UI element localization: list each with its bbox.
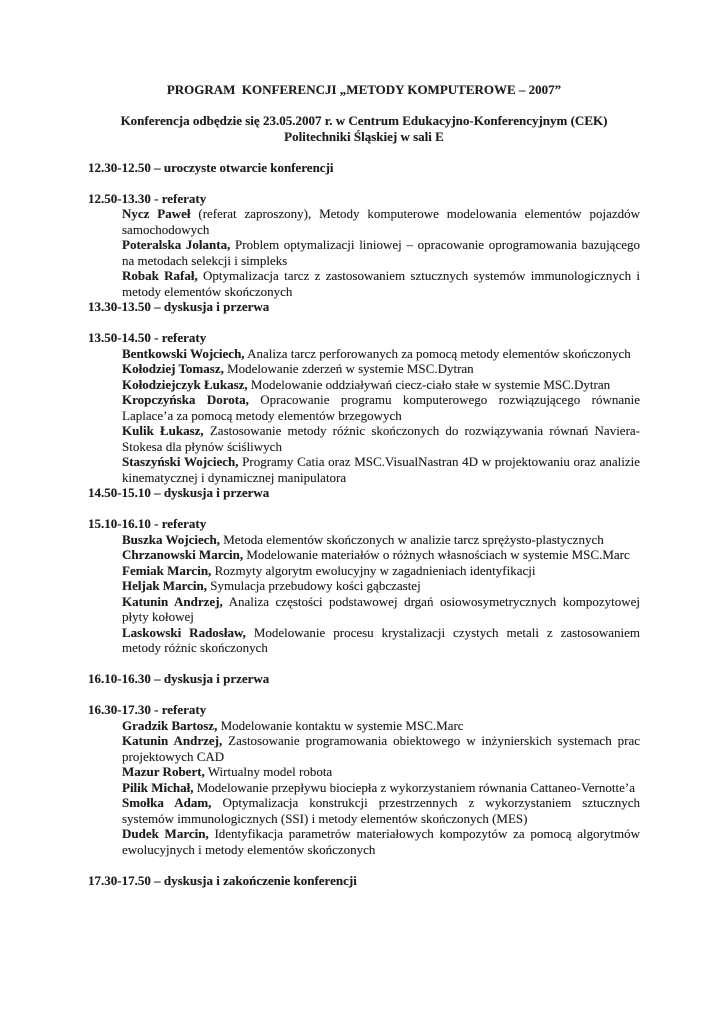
talk-title: Programy Catia oraz MSC.VisualNastran 4D w projektowaniu oraz analizie kinematycznej i dynamicznej manipulatora — [122, 454, 640, 485]
time-range: 13.50-14.50 — [88, 330, 151, 345]
speaker-name: Smołka Adam, — [122, 795, 212, 810]
page-title: PROGRAM KONFERENCJI „METODY KOMPUTEROWE – 2007” — [166, 82, 562, 97]
speaker-name: Kulik Łukasz, — [122, 423, 204, 438]
talk-entry — [122, 237, 640, 268]
separator: – — [154, 485, 161, 500]
time-range: 16.10-16.30 — [88, 671, 151, 686]
talk-entry — [122, 454, 640, 485]
speaker-name: Gradzik Bartosz, — [122, 717, 218, 733]
talk-title: Symulacja przebudowy kości gąbczastej — [210, 578, 421, 593]
session-header — [88, 191, 640, 207]
speaker-name: Dudek Marcin, — [122, 826, 209, 841]
slot-label: dyskusja i przerwa — [163, 671, 270, 686]
talk-title: Analiza częstości podstawowej drgań osiowosymetrycznych kompozytowej płyty kołowej — [122, 593, 640, 624]
speaker-name: Laskowski Radosław, — [122, 624, 246, 640]
slot-label: referaty — [161, 702, 207, 717]
talk-title: Metoda elementów skończonych w analizie tarcz sprężysto-plastycznych — [223, 531, 604, 547]
speaker-name: Katunin Andrzej, — [122, 733, 223, 748]
talk-entry — [122, 532, 640, 548]
speaker-name: Femiak Marcin, — [122, 562, 212, 578]
speaker-name: Kropczyńska Dorota, — [122, 392, 249, 407]
talk-title: Modelowanie materiałów o różnych własnościach w systemie MSC.Marc — [246, 547, 630, 562]
venue-line-2: Politechniki Śląskiej w sali E — [284, 128, 444, 144]
separator: – — [154, 671, 161, 686]
time-range: 13.30-13.50 — [88, 299, 151, 314]
separator: – — [154, 872, 161, 888]
time-range: 14.50-15.10 — [88, 485, 151, 500]
session-header — [88, 702, 640, 718]
slot-label: dyskusja i zakończenie konferencji — [163, 872, 357, 888]
talk-entry — [122, 206, 640, 237]
talk-title: Modelowanie oddziaływań ciecz-ciało stałe w systemie MSC.Dytran — [250, 376, 611, 392]
talk-entry — [122, 780, 640, 796]
speaker-name: Robak Rafał, — [122, 268, 198, 283]
talk-entry — [122, 594, 640, 625]
talk-title: Optymalizacja tarcz z zastosowaniem sztucznych systemów immunologicznych i metody elementów skończonych — [122, 268, 640, 299]
speaker-name: Katunin Andrzej, — [122, 593, 223, 609]
talk-entry — [122, 377, 640, 393]
talk-entry — [122, 625, 640, 656]
talk-title: Optymalizacja konstrukcji przestrzennych z wykorzystaniem sztucznych systemów immunologicznych (SSI) i metody elementów skończonych (MES) — [122, 795, 641, 826]
separator: - — [154, 330, 159, 345]
speaker-name: Nycz Paweł — [122, 206, 191, 221]
venue-block — [88, 113, 640, 144]
speaker-name: Kołodziejczyk Łukasz, — [122, 376, 248, 392]
talk-title: Problem optymalizacji liniowej – opracowanie oprogramowania bazującego na metodach selekcji i simpleks — [122, 237, 640, 268]
speaker-name: Bentkowski Wojciech, — [122, 345, 245, 361]
schedule-milestone — [88, 299, 640, 315]
time-range: 15.10-16.10 — [88, 516, 151, 531]
time-range: 16.30-17.30 — [88, 702, 151, 717]
speaker-name: Pilik Michał, — [122, 779, 194, 795]
talk-entry — [122, 795, 640, 826]
talk-title: Modelowanie zderzeń w systemie MSC.Dytran — [227, 361, 474, 376]
slot-label: dyskusja i przerwa — [163, 299, 270, 314]
separator: - — [154, 702, 159, 717]
schedule-milestone — [88, 873, 640, 889]
talk-entry — [122, 346, 640, 362]
separator: – — [154, 159, 161, 175]
speaker-name: Mazur Robert, — [122, 764, 205, 779]
schedule-milestone — [88, 485, 640, 501]
speaker-name: Kołodziej Tomasz, — [122, 361, 224, 376]
talk-title: Modelowanie procesu krystalizacji czystych metali z zastosowaniem metody różnic skończonych — [122, 624, 640, 655]
talk-entry — [122, 423, 640, 454]
schedule-milestone — [88, 671, 640, 687]
talk-entry — [122, 826, 640, 857]
speaker-name: Chrzanowski Marcin, — [122, 547, 244, 562]
venue-line-1: Konferencja odbędzie się 23.05.2007 r. w Centrum Edukacyjno-Konferencyjnym (CEK) — [120, 113, 608, 128]
session-header — [88, 330, 640, 346]
slot-label: referaty — [161, 516, 207, 531]
schedule-milestone — [88, 160, 640, 176]
separator: – — [154, 299, 161, 314]
speaker-name: Heljak Marcin, — [122, 578, 207, 593]
slot-label: referaty — [161, 330, 207, 345]
talk-title: Analiza tarcz perforowanych za pomocą metody elementów skończonych — [247, 345, 631, 361]
schedule — [88, 160, 640, 889]
talk-entry — [122, 392, 640, 423]
talk-title: Identyfikacja parametrów materiałowych kompozytów za pomocą algorytmów ewolucyjnych i metody elementów skończonych — [122, 826, 641, 857]
talk-entry — [122, 718, 640, 734]
session-header — [88, 516, 640, 532]
time-range: 12.30-12.50 — [88, 159, 151, 175]
speaker-name: Poteralska Jolanta, — [122, 237, 231, 252]
talk-title: (referat zaproszony), Metody komputerowe modelowania elementów pojazdów samochodowych — [122, 206, 641, 237]
slot-label: dyskusja i przerwa — [163, 485, 270, 500]
talk-title: Zastosowanie metody różnic skończonych do rozwiązywania równań Naviera-Stokesa dla płynów ściśliwych — [122, 423, 640, 454]
talk-entry — [122, 764, 640, 780]
talk-entry — [122, 578, 640, 594]
slot-label: referaty — [161, 190, 207, 206]
separator: - — [154, 516, 159, 531]
talk-title: Zastosowanie programowania obiektowego w inżynierskich systemach prac projektowych CAD — [122, 733, 641, 764]
talk-entry — [122, 547, 640, 563]
talk-title: Modelowanie przepływu biociepła z wykorzystaniem równania Cattaneo-Vernotte’a — [196, 779, 635, 795]
time-range: 17.30-17.50 — [88, 872, 151, 888]
talk-title: Opracowanie programu komputerowego rozwiązującego równanie Laplace’a za pomocą metody elementów brzegowych — [122, 392, 640, 423]
time-range: 12.50-13.30 — [88, 190, 151, 206]
talk-entry — [122, 361, 640, 377]
talk-title: Modelowanie kontaktu w systemie MSC.Marc — [220, 717, 464, 733]
talk-title: Wirtualny model robota — [207, 764, 333, 779]
speaker-name: Buszka Wojciech, — [122, 531, 220, 547]
talk-entry — [122, 563, 640, 579]
separator: - — [154, 190, 159, 206]
talk-entry — [122, 733, 640, 764]
slot-label: uroczyste otwarcie konferencji — [163, 159, 334, 175]
talk-title: Rozmyty algorytm ewolucyjny w zagadnieniach identyfikacji — [214, 562, 536, 578]
talk-entry — [122, 268, 640, 299]
speaker-name: Staszyński Wojciech, — [122, 454, 239, 469]
